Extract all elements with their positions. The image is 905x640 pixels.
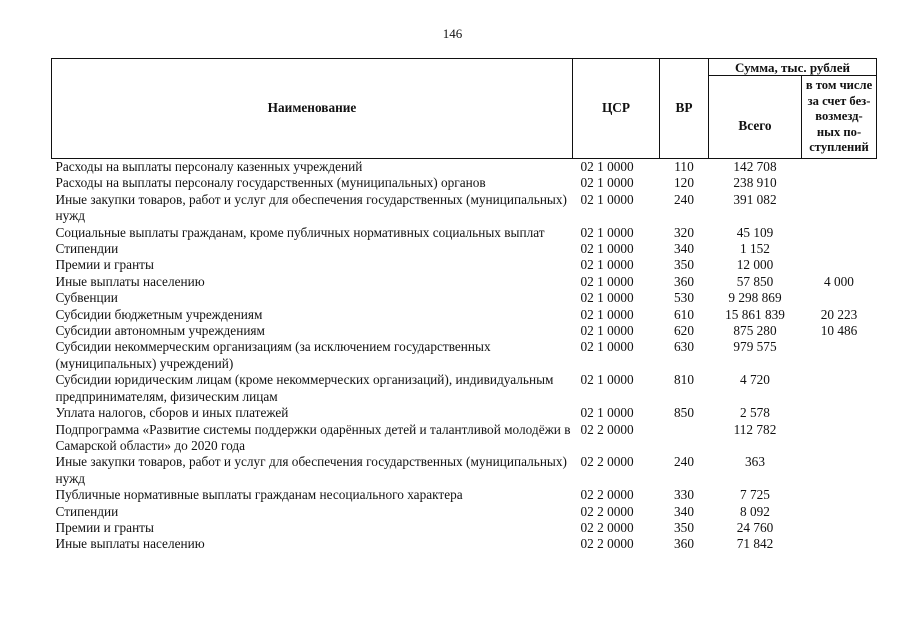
header-free-receipts: в том числе за счет без- возмезд- ных по- ступлений (802, 76, 877, 159)
table-row (52, 323, 877, 339)
row-csr: 02 1 0000 (580, 191, 634, 207)
row-vr: 120 (674, 175, 694, 191)
row-vr: 620 (674, 323, 694, 339)
row-vr: 530 (674, 290, 694, 306)
table-row (52, 307, 877, 323)
row-total: 7 725 (740, 487, 770, 503)
header-vr: ВР (660, 59, 709, 159)
row-free-receipts (802, 241, 877, 257)
row-name: Субсидии автономным учреждениям (55, 323, 265, 339)
row-vr: 350 (674, 519, 694, 535)
table-row (52, 422, 877, 455)
row-name: Стипендии (55, 503, 119, 519)
row-name: Субсидии юридическим лицам (кроме некоммерческих организаций), индивидуальным предпринимателям, физическим лицам (55, 372, 554, 404)
row-total: 2 578 (740, 405, 770, 421)
row-name: Субсидии бюджетным учреждениям (55, 306, 263, 322)
row-name: Иные выплаты населению (55, 536, 205, 552)
row-vr: 610 (674, 306, 694, 322)
row-total: 57 850 (736, 273, 774, 289)
row-total: 15 861 839 (725, 306, 785, 322)
row-vr: 630 (674, 339, 694, 355)
table-row (52, 487, 877, 503)
row-free-receipts (802, 520, 877, 536)
row-total: 979 575 (733, 339, 777, 355)
row-csr: 02 1 0000 (580, 339, 634, 355)
page-number: 146 (442, 26, 463, 41)
row-name: Субвенции (55, 290, 118, 306)
row-csr: 02 2 0000 (580, 487, 634, 503)
row-name: Стипендии (55, 241, 119, 257)
row-csr: 02 2 0000 (580, 503, 634, 519)
table-row (52, 241, 877, 257)
row-total: 875 280 (733, 323, 777, 339)
row-name: Расходы на выплаты персоналу казенных учреждений (55, 159, 363, 174)
budget-table (51, 58, 877, 553)
table-row (52, 339, 877, 372)
row-total: 142 708 (733, 159, 777, 174)
row-total: 4 720 (740, 372, 770, 388)
row-name: Иные закупки товаров, работ и услуг для обеспечения государственных (муниципальных) нужд (55, 191, 567, 224)
row-csr: 02 1 0000 (580, 257, 634, 273)
row-free-receipts (802, 454, 877, 487)
row-free-receipts (802, 372, 877, 405)
table-row (52, 274, 877, 290)
header-total: Всего (709, 76, 802, 159)
row-csr: 02 1 0000 (580, 372, 634, 388)
row-free-receipts (802, 257, 877, 273)
row-vr (660, 422, 709, 455)
row-name: Премии и гранты (55, 519, 154, 535)
row-csr: 02 2 0000 (580, 519, 634, 535)
row-name: Публичные нормативные выплаты гражданам несоциального характера (55, 487, 463, 503)
row-vr: 240 (674, 454, 694, 470)
row-free-receipts (802, 339, 877, 372)
table-row (52, 504, 877, 520)
row-name: Уплата налогов, сборов и иных платежей (55, 405, 289, 421)
table-row (52, 159, 877, 176)
row-csr: 02 1 0000 (580, 224, 634, 240)
table-row (52, 290, 877, 306)
header-csr: ЦСР (573, 59, 660, 159)
row-name: Иные закупки товаров, работ и услуг для обеспечения государственных (муниципальных) нужд (55, 454, 567, 486)
row-total: 363 (745, 454, 765, 470)
row-total: 1 152 (740, 241, 770, 257)
row-free-receipts (802, 487, 877, 503)
row-name: Иные выплаты населению (55, 273, 205, 289)
row-vr: 360 (674, 273, 694, 289)
row-total: 12 000 (736, 257, 774, 273)
row-name: Премии и гранты (55, 257, 154, 273)
table-body (52, 159, 877, 553)
row-free-receipts (802, 192, 877, 225)
row-free-receipts: 10 486 (820, 323, 858, 339)
table-row (52, 454, 877, 487)
row-vr: 350 (674, 257, 694, 273)
row-name: Социальные выплаты гражданам, кроме публичных нормативных социальных выплат (55, 224, 545, 240)
header-sum-group: Сумма, тыс. рублей (709, 59, 877, 76)
row-vr: 240 (674, 191, 694, 207)
row-free-receipts (802, 504, 877, 520)
table-row (52, 520, 877, 536)
row-csr: 02 1 0000 (580, 159, 634, 174)
row-csr: 02 1 0000 (580, 241, 634, 257)
row-free-receipts (802, 422, 877, 455)
row-total: 238 910 (733, 175, 777, 191)
row-vr: 340 (674, 503, 694, 519)
row-csr: 02 1 0000 (580, 323, 634, 339)
row-total: 71 842 (736, 536, 774, 552)
row-free-receipts (802, 290, 877, 306)
row-csr: 02 1 0000 (580, 405, 634, 421)
row-free-receipts (802, 159, 877, 176)
row-name: Подпрограмма «Развитие системы поддержки одарённых детей и талантливой молодёжи в Самарской области» до 2020 года (55, 421, 571, 453)
row-free-receipts: 4 000 (824, 273, 854, 289)
row-free-receipts (802, 225, 877, 241)
table-row (52, 536, 877, 552)
table-header (52, 59, 877, 159)
row-name: Субсидии некоммерческим организациям (за исключением государственных (муниципальных) учреждений) (55, 339, 491, 371)
row-vr: 110 (674, 159, 694, 174)
row-total: 9 298 869 (728, 290, 782, 306)
row-csr: 02 2 0000 (580, 536, 634, 552)
row-csr: 02 2 0000 (580, 421, 634, 437)
row-name: Расходы на выплаты персоналу государственных (муниципальных) органов (55, 175, 486, 191)
row-free-receipts (802, 175, 877, 191)
row-vr: 320 (674, 224, 694, 240)
row-csr: 02 2 0000 (580, 454, 634, 470)
row-total: 24 760 (736, 519, 774, 535)
row-total: 45 109 (736, 224, 774, 240)
row-csr: 02 1 0000 (580, 290, 634, 306)
row-free-receipts (802, 405, 877, 421)
row-csr: 02 1 0000 (580, 273, 634, 289)
row-vr: 810 (674, 372, 694, 388)
row-total: 112 782 (733, 421, 777, 437)
table-row (52, 192, 877, 225)
row-vr: 340 (674, 241, 694, 257)
row-total: 8 092 (740, 503, 770, 519)
table-row (52, 257, 877, 273)
row-vr: 330 (674, 487, 694, 503)
row-vr: 360 (674, 536, 694, 552)
table-row (52, 405, 877, 421)
row-free-receipts (802, 536, 877, 552)
row-csr: 02 1 0000 (580, 306, 634, 322)
row-vr: 850 (674, 405, 694, 421)
row-csr: 02 1 0000 (580, 175, 634, 191)
row-total: 391 082 (733, 191, 777, 207)
table-row (52, 175, 877, 191)
row-free-receipts: 20 223 (820, 306, 858, 322)
table-row (52, 372, 877, 405)
header-name: Наименование (52, 59, 573, 159)
table-row (52, 225, 877, 241)
